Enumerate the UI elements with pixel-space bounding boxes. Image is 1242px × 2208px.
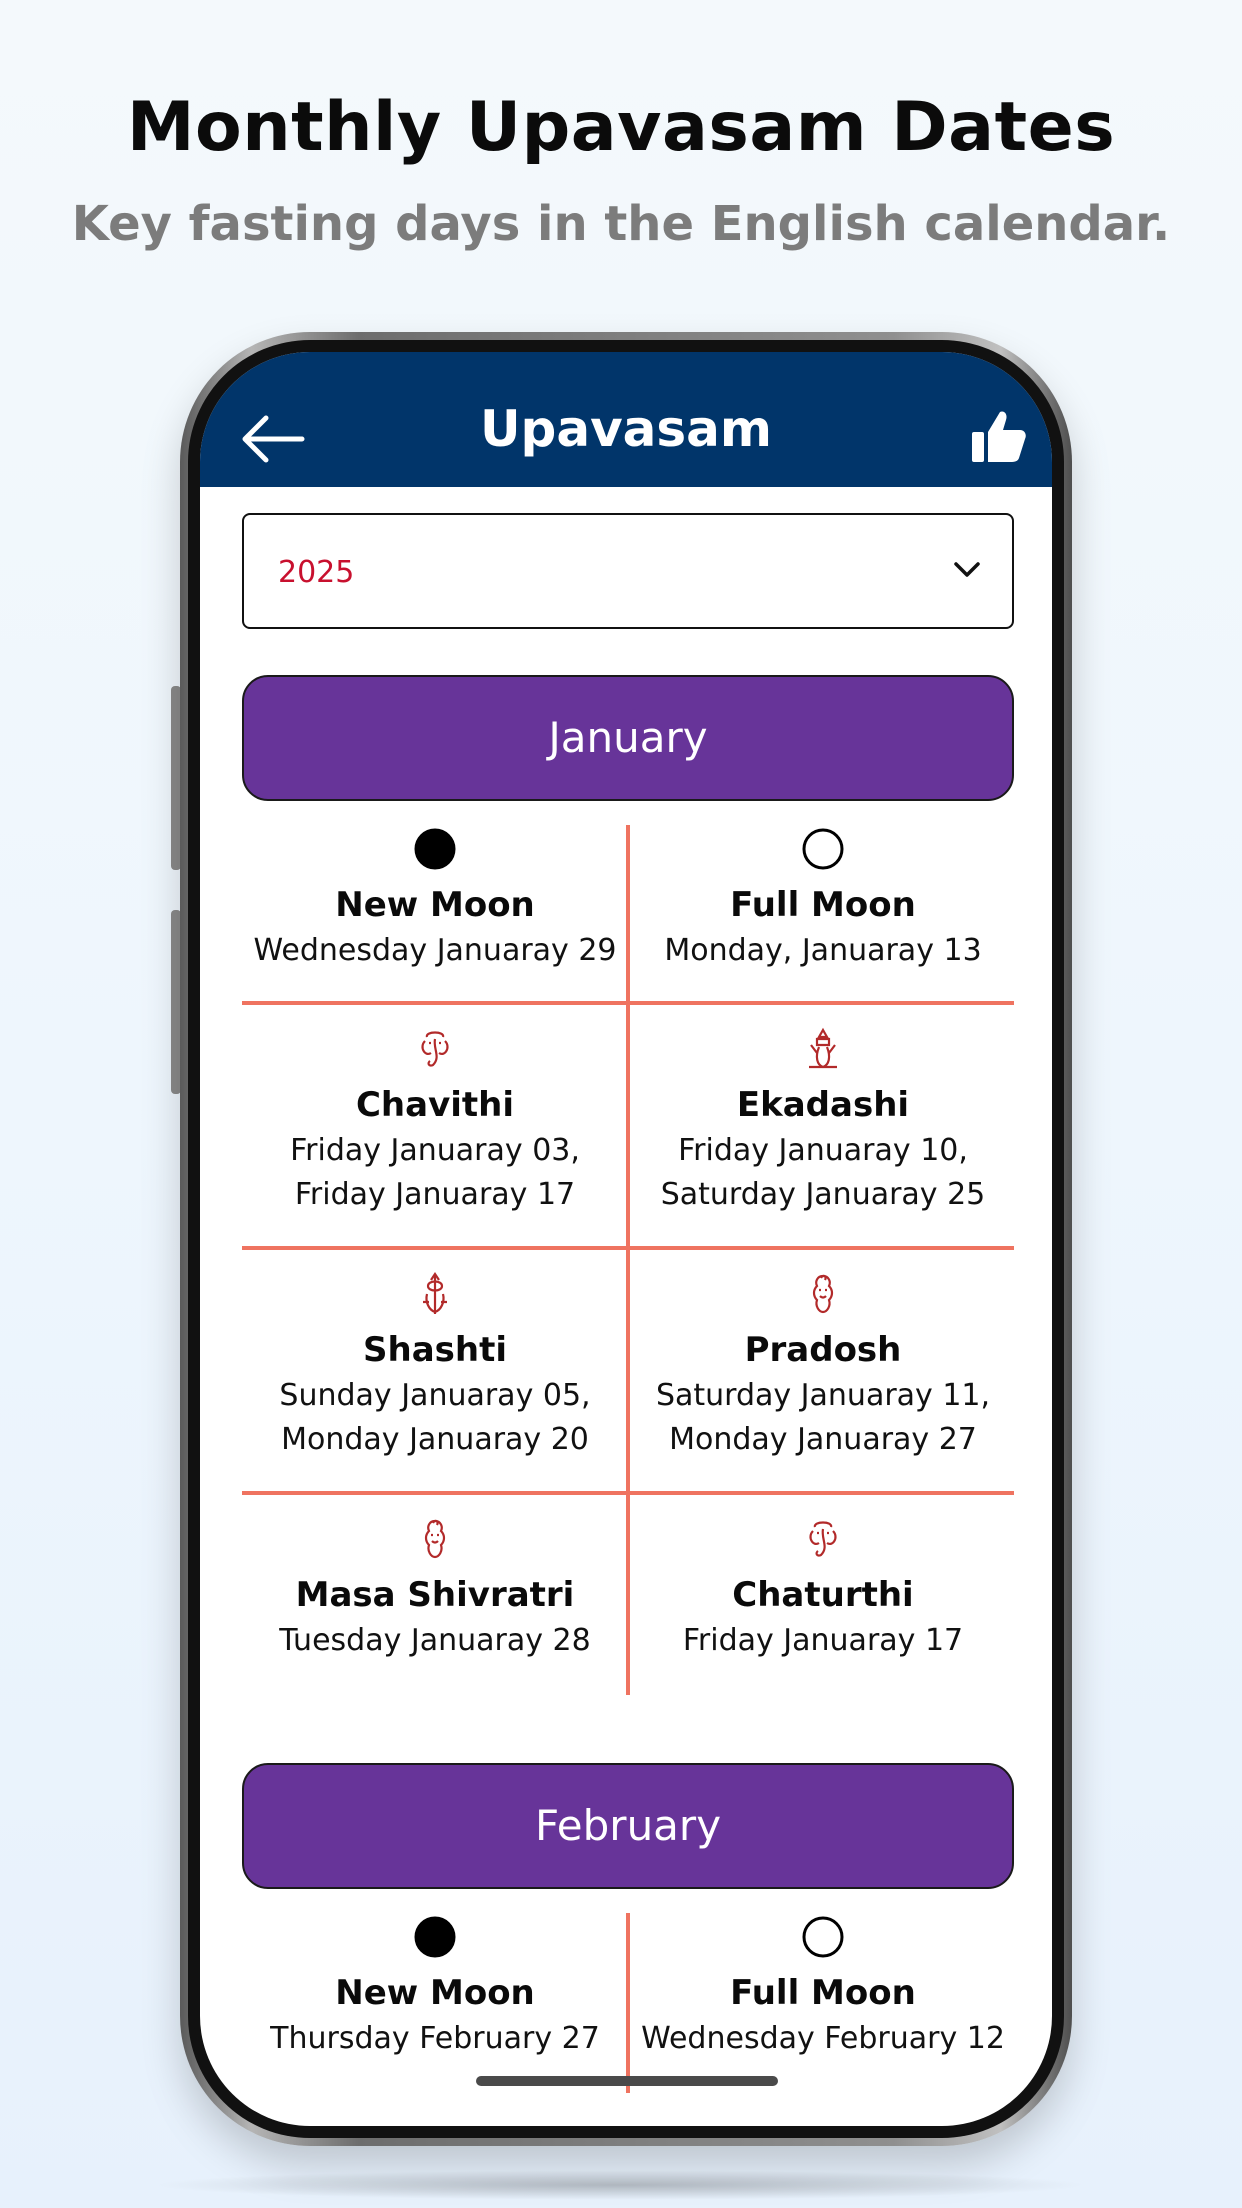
upavasam-date-line: Monday, Januaray 13 (664, 933, 982, 968)
upavasam-cell (630, 1915, 1016, 2061)
year-dropdown-value: 2025 (278, 555, 355, 590)
upavasam-name: Pradosh (744, 1330, 902, 1370)
upavasam-date-line: Friday Januaray 17 (294, 1177, 576, 1212)
promo-subtitle: Key fasting days in the English calendar. (71, 196, 1171, 252)
upavasam-name: Masa Shivratri (295, 1575, 575, 1615)
upavasam-date-line: Sunday Januaray 05, (279, 1378, 591, 1413)
new-moon-icon (413, 827, 457, 871)
phone-frame (180, 332, 1072, 2146)
home-indicator[interactable] (476, 2076, 778, 2086)
upavasam-name: Chaturthi (732, 1575, 914, 1615)
upavasam-dates (630, 2017, 1016, 2061)
upavasam-cell (242, 1915, 628, 2061)
month-grid (242, 1913, 1014, 2093)
upavasam-name: Shashti (363, 1330, 507, 1370)
upavasam-dates (242, 1619, 628, 1663)
upavasam-name: Full Moon (730, 1973, 916, 2013)
murugan-icon (415, 1272, 455, 1316)
upavasam-date-line: Tuesday Januaray 28 (279, 1623, 591, 1658)
upavasam-cell (242, 1517, 628, 1663)
month-header[interactable]: January (242, 675, 1014, 801)
app-bar (200, 352, 1052, 487)
upavasam-name: New Moon (335, 1973, 535, 2013)
phone-shadow (150, 2170, 1090, 2200)
upavasam-cell (630, 1272, 1016, 1462)
upavasam-dates (630, 1619, 1016, 1663)
grid-divider-horizontal (242, 1246, 1014, 1250)
upavasam-dates (630, 1129, 1016, 1217)
vishnu-icon (803, 1027, 843, 1071)
full-moon-icon (801, 1915, 845, 1959)
full-moon-icon (801, 827, 845, 871)
ganesha-icon (803, 1517, 843, 1561)
upavasam-dates (630, 1374, 1016, 1462)
new-moon-icon (413, 1915, 457, 1959)
upavasam-cell (242, 1027, 628, 1217)
month-grid (242, 825, 1014, 1695)
upavasam-name: Full Moon (730, 885, 916, 925)
phone-bezel (188, 340, 1064, 2138)
upavasam-dates (242, 1129, 628, 1217)
upavasam-date-line: Friday Januaray 17 (682, 1623, 964, 1658)
upavasam-cell (242, 1272, 628, 1462)
upavasam-cell (630, 827, 1016, 973)
upavasam-cell (630, 1027, 1016, 1217)
upavasam-date-line: Wednesday Januaray 29 (253, 933, 617, 968)
grid-divider-horizontal (242, 1491, 1014, 1495)
thumbs-up-icon[interactable] (970, 408, 1028, 464)
upavasam-dates (242, 1374, 628, 1462)
upavasam-date-line: Thursday February 27 (270, 2021, 600, 2056)
upavasam-dates (630, 929, 1016, 973)
upavasam-date-line: Friday Januaray 03, (290, 1133, 580, 1168)
upavasam-date-line: Friday Januaray 10, (678, 1133, 968, 1168)
upavasam-name: Ekadashi (736, 1085, 910, 1125)
app-screen (200, 352, 1052, 2126)
promo-title: Monthly Upavasam Dates (126, 88, 1116, 167)
upavasam-cell (630, 1517, 1016, 1663)
upavasam-name: Chavithi (355, 1085, 515, 1125)
grid-divider-horizontal (242, 1001, 1014, 1005)
upavasam-date-line: Saturday Januaray 25 (660, 1177, 986, 1212)
year-dropdown[interactable] (242, 513, 1014, 629)
upavasam-cell (242, 827, 628, 973)
upavasam-date-line: Monday Januaray 27 (669, 1422, 977, 1457)
upavasam-dates (242, 2017, 628, 2061)
content-area (200, 487, 1052, 2126)
shiva-icon (803, 1272, 843, 1316)
upavasam-date-line: Wednesday February 12 (641, 2021, 1005, 2056)
upavasam-date-line: Monday Januaray 20 (281, 1422, 589, 1457)
chevron-down-icon (952, 559, 982, 579)
upavasam-date-line: Saturday Januaray 11, (655, 1378, 991, 1413)
app-title: Upavasam (479, 400, 773, 458)
shiva-icon (415, 1517, 455, 1561)
upavasam-name: New Moon (335, 885, 535, 925)
month-header[interactable]: February (242, 1763, 1014, 1889)
upavasam-dates (242, 929, 628, 973)
ganesha-icon (415, 1027, 455, 1071)
